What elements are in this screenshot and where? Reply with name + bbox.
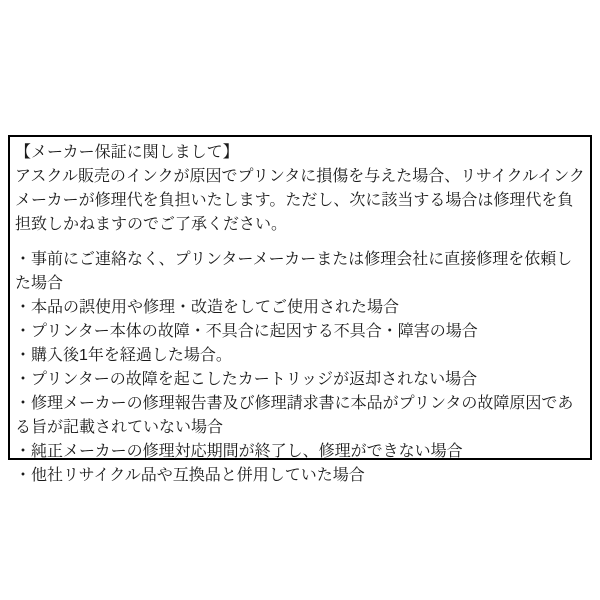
warranty-condition-item: ・プリンターの故障を起こしたカートリッジが返却されない場合	[15, 371, 478, 388]
warranty-condition-item: ・事前にご連絡なく、プリンターメーカーまたは修理会社に直接修理を依頼した場合	[15, 251, 573, 292]
warranty-notice-box	[8, 135, 592, 484]
warranty-title: 【メーカー保証に関しまして】	[15, 144, 239, 161]
warranty-condition-item: ・純正メーカーの修理対応期間が終了し、修理ができない場合	[15, 443, 463, 460]
warranty-intro-paragraph: アスクル販売のインクが原因でプリンタに損傷を与えた場合、リサイクルインクメーカーが修理代を負担いたします。ただし、次に該当する場合は修理代を負担致しかねますのでご了承ください。	[15, 168, 585, 233]
warranty-condition-item: ・購入後1年を経過した場合。	[15, 347, 232, 364]
warranty-condition-item: ・修理メーカーの修理報告書及び修理請求書に本品がプリンタの故障原因である旨が記載されていない場合	[15, 395, 574, 436]
warranty-conditions-list	[15, 248, 585, 488]
warranty-condition-item: ・プリンター本体の故障・不具合に起因する不具合・障害の場合	[15, 323, 478, 340]
warranty-condition-item: ・本品の誤使用や修理・改造をしてご使用された場合	[15, 299, 400, 316]
warranty-condition-item: ・他社リサイクル品や互換品と併用していた場合	[15, 467, 365, 484]
